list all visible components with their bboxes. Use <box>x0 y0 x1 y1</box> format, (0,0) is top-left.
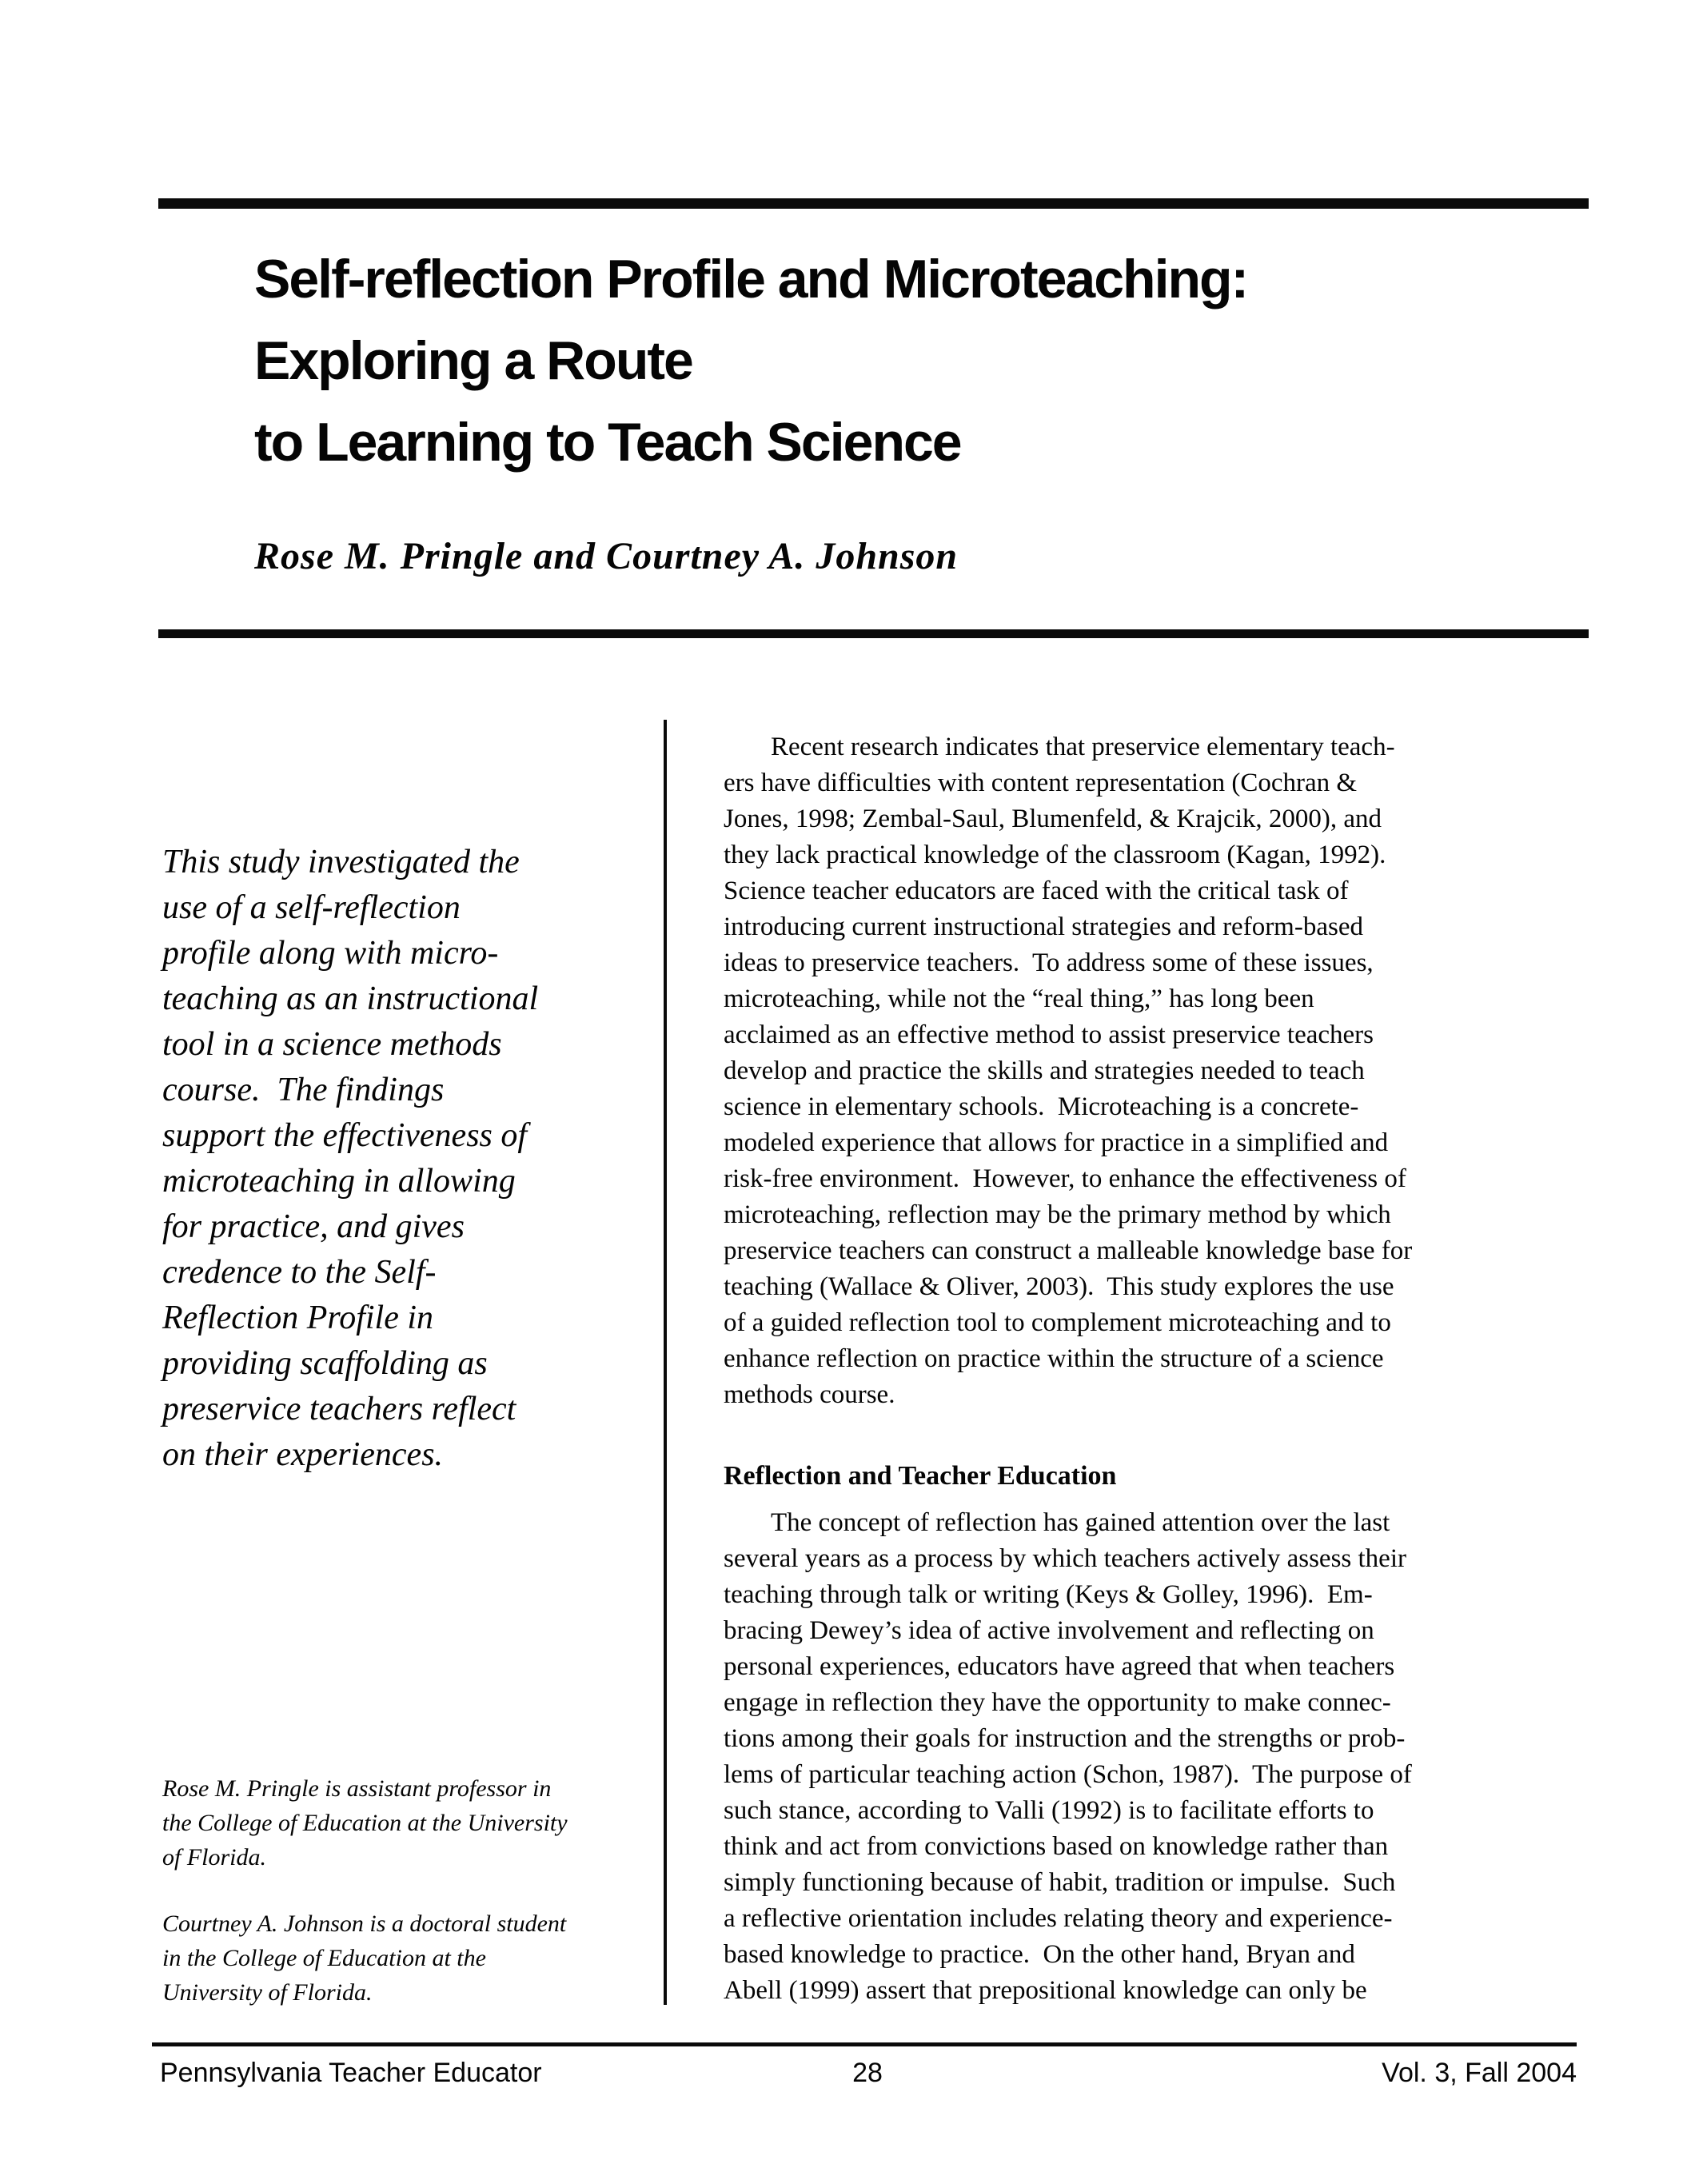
text-line: such stance, according to Valli (1992) is to facilitate efforts to <box>724 1796 1374 1825</box>
text-line: engage in reflection they have the opportunity to make connec- <box>724 1688 1391 1717</box>
text-line: develop and practice the skills and strategies needed to teach <box>724 1056 1365 1085</box>
author-bio-johnson <box>162 1907 568 2010</box>
text-line: support the effectiveness of <box>162 1117 528 1154</box>
text-line: ers have difficulties with content representation (Cochran & <box>724 769 1358 797</box>
text-line: a reflective orientation includes relating theory and experience- <box>724 1904 1393 1933</box>
footer-journal-name: Pennsylvania Teacher Educator <box>160 2058 542 2088</box>
text-line: microteaching in allowing <box>162 1163 516 1200</box>
author-bios <box>162 1771 568 2010</box>
text-line: of a guided reflection tool to complement microteaching and to <box>724 1308 1391 1337</box>
text-line: risk-free environment. However, to enhance the effectiveness of <box>724 1164 1406 1193</box>
text-line: on their experiences. <box>162 1436 444 1473</box>
column-divider-rule <box>664 720 667 2005</box>
text-line: lems of particular teaching action (Schon, 1987). The purpose of <box>724 1760 1412 1789</box>
text-line: to Learning to Teach Science <box>254 412 961 473</box>
text-line: teaching as an instructional <box>162 980 539 1017</box>
text-line: Courtney A. Johnson is a doctoral student <box>162 1911 567 1937</box>
text-line: tions among their goals for instruction and the strengths or prob- <box>724 1724 1406 1753</box>
text-line: Recent research indicates that preservice elementary teach- <box>771 733 1395 761</box>
text-line: tool in a science methods <box>162 1026 502 1063</box>
body-paragraph-reflection <box>724 1495 1591 2009</box>
text-line: Exploring a Route <box>254 330 692 391</box>
text-line: enhance reflection on practice within the structure of a science <box>724 1344 1384 1373</box>
author-bio-pringle <box>162 1771 568 1875</box>
body-paragraph-intro <box>724 720 1591 1413</box>
text-line: profile along with micro- <box>162 935 499 972</box>
text-line: based knowledge to practice. On the other hand, Bryan and <box>724 1940 1355 1969</box>
text-line: bracing Dewey’s idea of active involvement and reflecting on <box>724 1616 1374 1645</box>
text-line: personal experiences, educators have agreed that when teachers <box>724 1652 1395 1681</box>
text-line: introducing current instructional strategies and reform-based <box>724 912 1363 941</box>
text-line: preservice teachers can construct a malleable knowledge base for <box>724 1236 1413 1265</box>
masthead-top-rule <box>158 198 1589 209</box>
text-line: Self-reflection Profile and Microteaching: <box>254 249 1248 309</box>
text-line: microteaching, reflection may be the primary method by which <box>724 1200 1391 1229</box>
section-heading-reflection: Reflection and Teacher Education <box>724 1461 1117 1491</box>
text-line: Abell (1999) assert that prepositional knowledge can only be <box>724 1976 1367 2005</box>
text-line: providing scaffolding as <box>162 1345 488 1382</box>
text-line: preservice teachers reflect <box>162 1391 516 1427</box>
text-line: The concept of reflection has gained attention over the last <box>771 1508 1390 1537</box>
text-line: they lack practical knowledge of the classroom (Kagan, 1992). <box>724 840 1386 869</box>
text-line: Science teacher educators are faced with the critical task of <box>724 876 1349 905</box>
text-line: of Florida. <box>162 1844 267 1871</box>
text-line: acclaimed as an effective method to assist preservice teachers <box>724 1020 1374 1049</box>
text-line: simply functioning because of habit, tradition or impulse. Such <box>724 1868 1396 1897</box>
text-line: for practice, and gives <box>162 1208 465 1245</box>
text-line: science in elementary schools. Microteaching is a concrete- <box>724 1092 1359 1121</box>
text-line: the College of Education at the University <box>162 1810 568 1836</box>
text-line: Jones, 1998; Zembal-Saul, Blumenfeld, & Krajcik, 2000), and <box>724 805 1382 833</box>
masthead-bottom-rule <box>158 629 1589 638</box>
footer-rule <box>152 2042 1577 2046</box>
article-body-column <box>724 720 1591 2009</box>
text-line: teaching (Wallace & Oliver, 2003). This study explores the use <box>724 1272 1394 1301</box>
article-byline: Rose M. Pringle and Courtney A. Johnson <box>254 535 959 577</box>
text-line: in the College of Education at the <box>162 1945 486 1971</box>
text-line: several years as a process by which teachers actively assess their <box>724 1544 1406 1573</box>
text-line: credence to the Self- <box>162 1254 437 1291</box>
text-line: ideas to preservice teachers. To address some of these issues, <box>724 948 1374 977</box>
text-line: Rose M. Pringle is assistant professor in <box>162 1775 552 1802</box>
text-line: Reflection Profile in <box>162 1300 434 1336</box>
pull-quote <box>162 840 538 1478</box>
text-line: methods course. <box>724 1380 895 1409</box>
footer-volume-issue: Vol. 3, Fall 2004 <box>1382 2058 1577 2088</box>
text-line: teaching through talk or writing (Keys & Golley, 1996). Em- <box>724 1580 1373 1609</box>
text-line: modeled experience that allows for practice in a simplified and <box>724 1128 1389 1157</box>
text-line: use of a self-reflection <box>162 889 461 926</box>
text-line: microteaching, while not the “real thing,” has long been <box>724 984 1314 1013</box>
article-title <box>254 238 1247 483</box>
footer-page-number: 28 <box>852 2058 883 2088</box>
text-line: course. The findings <box>162 1072 445 1108</box>
text-line: University of Florida. <box>162 1979 373 2006</box>
text-line: This study investigated the <box>162 844 520 880</box>
text-line: think and act from convictions based on knowledge rather than <box>724 1832 1389 1861</box>
